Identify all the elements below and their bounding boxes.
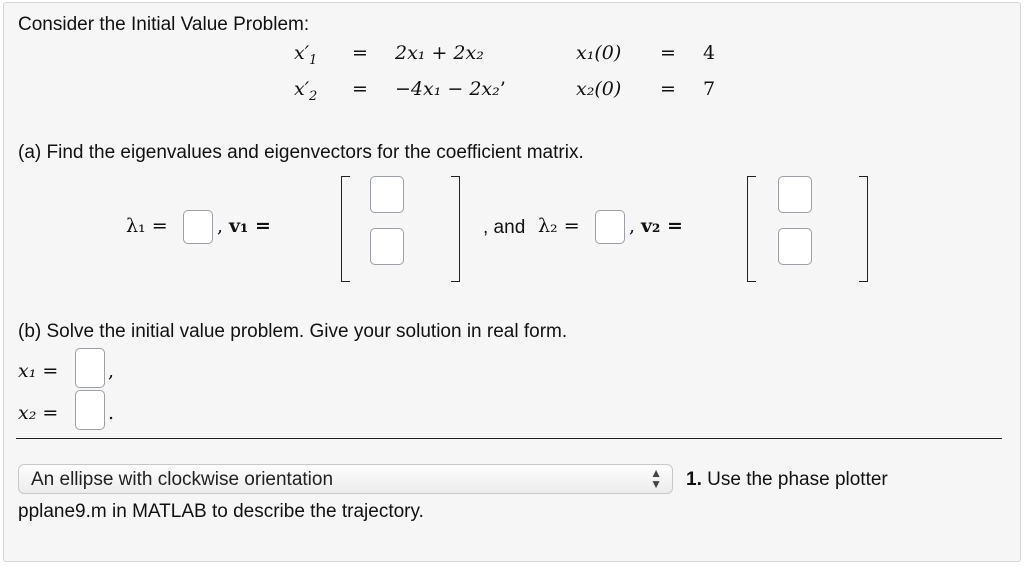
trajectory-instruction-continued: pplane9.m in MATLAB to describe the trajectory. [18, 501, 424, 522]
trajectory-select-value: An ellipse with clockwise orientation [31, 469, 334, 490]
trajectory-instruction: 1. Use the phase plotter [686, 469, 888, 490]
eq1-initial: x₁(0) [576, 42, 622, 64]
v2-label: v₂ = [641, 215, 683, 237]
eq1-initial-value: 4 [703, 42, 716, 64]
v1-component2-input[interactable] [370, 228, 404, 265]
eq1-rhs: 2x₁ + 2x₂ [395, 42, 484, 64]
eq1-lhs: $x'_1$ [294, 42, 318, 68]
eq2-initial-equals: = [660, 78, 676, 100]
v1-component1-input[interactable] [370, 176, 404, 213]
v2-component1-input[interactable] [778, 176, 812, 213]
lambda1-label: λ₁ = [126, 215, 168, 237]
eq2-equals: = [352, 78, 368, 100]
eq1-initial-equals: = [660, 42, 676, 64]
eq2-rhs: −4x₁ − 2x₂’ [395, 78, 506, 100]
lambda2-label: λ₂ = [538, 215, 580, 237]
lambda1-comma: , [217, 215, 224, 237]
updown-arrows-icon: ▲ ▼ [650, 466, 662, 491]
x1-solution-input[interactable] [75, 348, 105, 388]
lambda2-comma: , [629, 215, 636, 237]
part-a-prompt: (a) Find the eigenvalues and eigenvectors for the coefficient matrix. [18, 142, 584, 163]
v1-right-bracket [451, 176, 460, 282]
trajectory-select[interactable] [18, 464, 673, 494]
v1-left-bracket [341, 176, 350, 282]
part-b-prompt: (b) Solve the initial value problem. Give your solution in real form. [18, 321, 568, 342]
problem-heading: Consider the Initial Value Problem: [18, 14, 310, 35]
lambda2-input[interactable] [595, 210, 625, 244]
v2-left-bracket [747, 176, 756, 282]
lambda1-input[interactable] [183, 210, 213, 244]
x1-label: x₁ = [18, 360, 59, 382]
eq2-lhs: $x'_2$ [294, 78, 318, 104]
eq1-equals: = [352, 42, 368, 64]
eq2-initial-value: 7 [703, 78, 716, 100]
section-divider [16, 438, 1002, 439]
x2-label: x₂ = [18, 402, 59, 424]
v2-component2-input[interactable] [778, 228, 812, 265]
eq2-initial: x₂(0) [576, 78, 622, 100]
v2-right-bracket [859, 176, 868, 282]
and-text: , and [483, 217, 526, 238]
x2-solution-input[interactable] [75, 390, 105, 430]
v1-label: v₁ = [229, 215, 271, 237]
x2-period: . [108, 402, 115, 424]
x1-comma: , [108, 360, 115, 382]
